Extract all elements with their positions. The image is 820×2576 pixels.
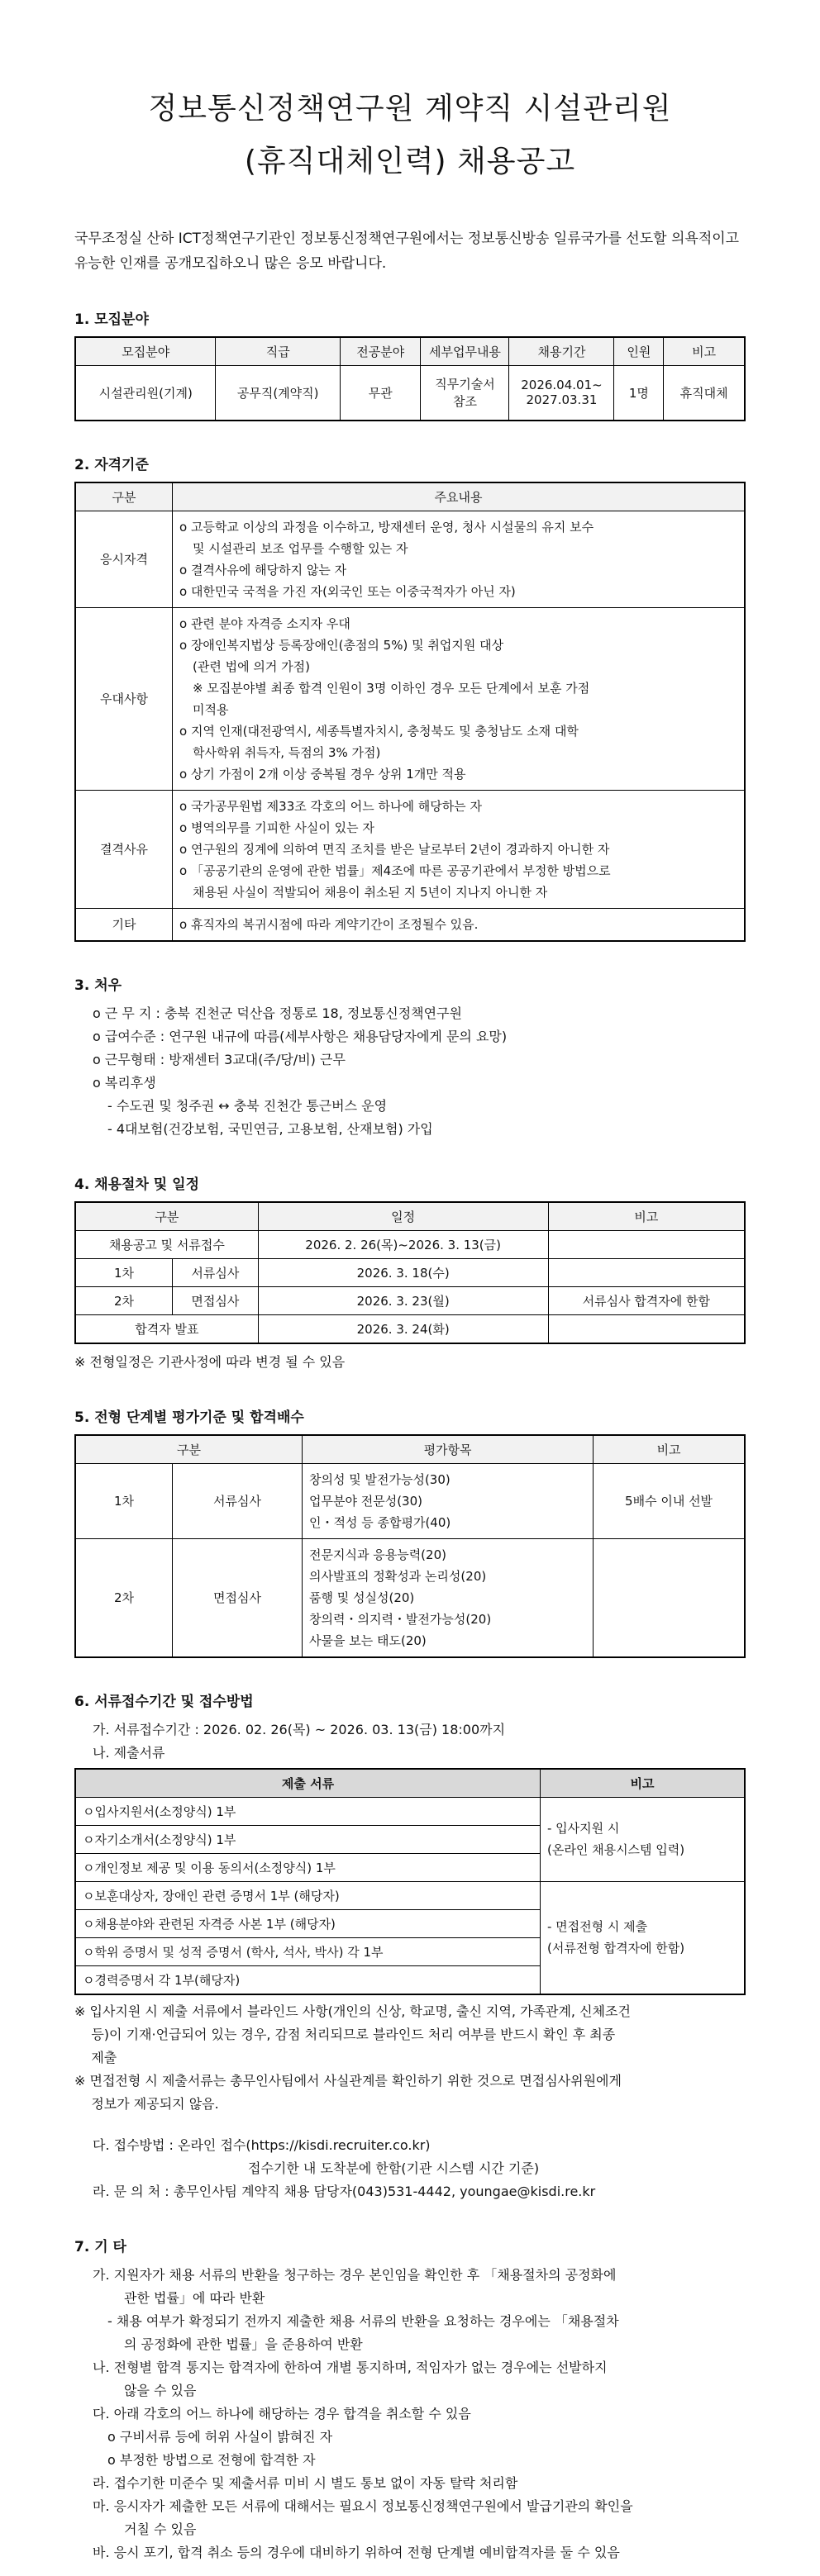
list-item: (관련 법에 의거 가점) bbox=[193, 658, 310, 674]
content-cell bbox=[173, 607, 746, 790]
table-cell: 공무직(계약직) bbox=[216, 366, 340, 421]
doc-note-text: ※ 면접전형 시 제출서류는 총무인사팀에서 사실관계를 확인하기 위한 것으로 면접심사위원에게 bbox=[74, 2072, 622, 2089]
table-cell bbox=[303, 1463, 594, 1538]
list-item: 업무분야 전문성(30) bbox=[309, 1493, 422, 1509]
doc-item: ㅇ개인정보 제공 및 이용 동의서(소정양식) 1부 bbox=[75, 1853, 541, 1881]
etc-line: 마. 응시자가 제출한 모든 서류에 대해서는 필요시 정보통신정책연구원에서 발급기관의 확인을 bbox=[93, 2498, 633, 2514]
doc-note-line: (서류전형 합격자에 한함) bbox=[547, 1941, 685, 1956]
apply-method: 다. 접수방법 : 온라인 접수(https://kisdi.recruiter.co.kr) bbox=[93, 2136, 431, 2153]
header-cell: 제출 서류 bbox=[75, 1769, 541, 1798]
table-cell: 서류심사 bbox=[173, 1258, 259, 1286]
list-item: o 병역의무를 기피한 사실이 있는 자 bbox=[179, 820, 374, 835]
table-cell: 서류심사 bbox=[173, 1463, 303, 1538]
benefit-line: o 급여수준 : 연구원 내규에 따름(세부사항은 채용담당자에게 문의 요망) bbox=[93, 1028, 508, 1044]
category-cell: 기타 bbox=[75, 908, 173, 941]
etc-list bbox=[74, 2264, 746, 2564]
table-cell: 2026. 2. 26(목)~2026. 3. 13(금) bbox=[258, 1230, 548, 1258]
content-cell bbox=[173, 511, 746, 607]
contact-line: 라. 문 의 처 : 총무인사팀 계약직 채용 담당자(043)531-4442, youngae@kisdi.re.kr bbox=[93, 2183, 596, 2199]
table-cell: 면접심사 bbox=[173, 1286, 259, 1314]
doc-note-line: - 입사지원 시 bbox=[547, 1821, 620, 1836]
table-cell: 1차 bbox=[75, 1463, 173, 1538]
doc-note-text: 제출 bbox=[74, 2049, 117, 2065]
etc-line: 가. 지원자가 채용 서류의 반환을 청구하는 경우 본인임을 확인한 후 「채용절차의 공정화에 bbox=[93, 2266, 617, 2283]
section1-heading: 1. 모집분야 bbox=[74, 311, 149, 328]
header-cell: 비고 bbox=[664, 337, 745, 366]
table-cell: 2026. 3. 23(월) bbox=[258, 1286, 548, 1314]
table-cell: 직무기술서 참조 bbox=[421, 366, 509, 421]
section7-heading: 7. 기 타 bbox=[74, 2238, 126, 2255]
table-cell: 합격자 발표 bbox=[75, 1314, 258, 1343]
doc-item: ㅇ학위 증명서 및 성적 증명서 (학사, 석사, 박사) 각 1부 bbox=[75, 1937, 541, 1965]
etc-line: 나. 전형별 합격 통지는 합격자에 한하여 개별 통지하며, 적임자가 없는 경우에는 선발하지 bbox=[93, 2359, 608, 2375]
list-item: ※ 모집분야별 최종 합격 인원이 3명 이하인 경우 모든 단계에서 보훈 가점 bbox=[193, 680, 590, 696]
schedule-table bbox=[74, 1201, 746, 1344]
table-cell bbox=[548, 1258, 745, 1286]
header-cell: 채용기간 bbox=[509, 337, 614, 366]
table-cell: 2026. 3. 24(화) bbox=[258, 1314, 548, 1343]
doc-item: ㅇ자기소개서(소정양식) 1부 bbox=[75, 1825, 541, 1853]
list-item: 의사발표의 정확성과 논리성(20) bbox=[309, 1568, 487, 1584]
benefit-line: o 근 무 지 : 충북 진천군 덕산읍 정통로 18, 정보통신정책연구원 bbox=[93, 1005, 462, 1021]
list-item: 전문지식과 응용능력(20) bbox=[309, 1547, 446, 1562]
benefit-line: o 근무형태 : 방재센터 3교대(주/당/비) 근무 bbox=[93, 1051, 346, 1067]
etc-line: 바. 응시 포기, 합격 취소 등의 경우에 대비하기 위하여 전형 단계별 예비합격자를 둘 수 있음 bbox=[93, 2544, 620, 2560]
header-cell: 비고 bbox=[594, 1435, 745, 1464]
table-cell: 휴직대체 bbox=[664, 366, 745, 421]
table-cell: 1차 bbox=[75, 1258, 173, 1286]
doc-note-text: 정보가 제공되지 않음. bbox=[74, 2095, 219, 2112]
table-cell: 2차 bbox=[75, 1286, 173, 1314]
table-cell: 채용공고 및 서류접수 bbox=[75, 1230, 258, 1258]
list-item: o 지역 인재(대전광역시, 세종특별자치시, 충청북도 및 충청남도 소재 대학 bbox=[179, 723, 579, 739]
list-item: 미적용 bbox=[193, 701, 229, 717]
list-item: o 관련 분야 자격증 소지자 우대 bbox=[179, 615, 350, 631]
table-cell: 1명 bbox=[614, 366, 664, 421]
table-cell: 2026. 3. 18(수) bbox=[258, 1258, 548, 1286]
header-cell: 직급 bbox=[216, 337, 340, 366]
doc-note-line: - 면접전형 시 제출 bbox=[547, 1919, 648, 1934]
apply-method-note: 접수기한 내 도착분에 한함(기관 시스템 시간 기준) bbox=[248, 2160, 540, 2176]
table-cell bbox=[548, 1230, 745, 1258]
table-cell: 시설관리원(기계) bbox=[75, 366, 216, 421]
category-cell: 우대사항 bbox=[75, 607, 173, 790]
doc-note bbox=[541, 1797, 746, 1881]
page-title-line1: 정보통신정책연구원 계약직 시설관리원 bbox=[148, 92, 672, 126]
table-cell: 2차 bbox=[75, 1538, 173, 1657]
table-cell: 2026.04.01~ 2027.03.31 bbox=[509, 366, 614, 421]
header-cell: 평가항목 bbox=[303, 1435, 594, 1464]
schedule-note: ※ 전형일정은 기관사정에 따라 변경 될 수 있음 bbox=[74, 1353, 346, 1370]
benefit-subline: - 수도권 및 청주권 ↔ 충북 진천간 통근버스 운영 bbox=[107, 1097, 388, 1114]
list-item: 창의력・의지력・발전가능성(20) bbox=[309, 1611, 492, 1627]
table-cell bbox=[548, 1314, 745, 1343]
list-item: o 대한민국 국적을 가진 자(외국인 또는 이중국적자가 아닌 자) bbox=[179, 583, 516, 599]
header-cell: 비고 bbox=[548, 1202, 745, 1231]
doc-item: ㅇ입사지원서(소정양식) 1부 bbox=[75, 1797, 541, 1825]
list-item: 품행 및 성실성(20) bbox=[309, 1590, 415, 1605]
header-cell: 일정 bbox=[258, 1202, 548, 1231]
etc-line: o 부정한 방법으로 전형에 합격한 자 bbox=[107, 2451, 316, 2468]
header-cell: 인원 bbox=[614, 337, 664, 366]
section6-heading: 6. 서류접수기간 및 접수방법 bbox=[74, 1693, 254, 1710]
documents-table bbox=[74, 1768, 746, 1995]
list-item: 학사학위 취득자, 득점의 3% 가점) bbox=[193, 744, 381, 760]
header-cell: 모집분야 bbox=[75, 337, 216, 366]
etc-line: 의 공정화에 관한 법률」을 준용하여 반환 bbox=[124, 2336, 363, 2352]
category-cell: 응시자격 bbox=[75, 511, 173, 607]
section3-heading: 3. 처우 bbox=[74, 977, 122, 994]
etc-line: 라. 접수기한 미준수 및 제출서류 미비 시 별도 통보 없이 자동 탈락 처리함 bbox=[93, 2474, 518, 2491]
header-cell: 구분 bbox=[75, 1435, 303, 1464]
doc-note-text: ※ 입사지원 시 제출 서류에서 블라인드 사항(개인의 신상, 학교명, 출신 지역, 가족관계, 신체조건 bbox=[74, 2003, 631, 2019]
list-item: o 고등학교 이상의 과정을 이수하고, 방재센터 운영, 청사 시설물의 유지 보수 bbox=[179, 519, 594, 535]
header-cell: 세부업무내용 bbox=[421, 337, 509, 366]
table-cell bbox=[303, 1538, 594, 1657]
header-cell: 주요내용 bbox=[173, 482, 746, 511]
list-item: 창의성 및 발전가능성(30) bbox=[309, 1471, 451, 1487]
qualification-table bbox=[74, 482, 746, 942]
etc-line: 않을 수 있음 bbox=[124, 2382, 197, 2398]
intro-paragraph: 국무조정실 산하 ICT정책연구기관인 정보통신정책연구원에서는 정보통신방송 일류국가를 선도할 의욕적이고 유능한 인재를 공개모집하오니 많은 응모 바랍니다. bbox=[74, 231, 740, 272]
etc-line: 관한 법률」에 따라 반환 bbox=[124, 2289, 265, 2306]
category-cell: 결격사유 bbox=[75, 790, 173, 908]
list-item: 및 시설관리 보조 업무를 수행할 있는 자 bbox=[193, 540, 408, 556]
doc-item: ㅇ보훈대상자, 장애인 관련 증명서 1부 (해당자) bbox=[75, 1881, 541, 1909]
section2-heading: 2. 자격기준 bbox=[74, 456, 149, 473]
etc-line: 거칠 수 있음 bbox=[124, 2521, 197, 2537]
table-cell bbox=[594, 1538, 745, 1657]
recruit-field-table bbox=[74, 336, 746, 421]
content-cell bbox=[173, 790, 746, 908]
table-cell: 면접심사 bbox=[173, 1538, 303, 1657]
list-item: o 「공공기관의 운영에 관한 법률」제4조에 따른 공공기관에서 부정한 방법으로 bbox=[179, 863, 611, 878]
doc-item: ㅇ경력증명서 각 1부(해당자) bbox=[75, 1965, 541, 1994]
etc-line: 다. 아래 각호의 어느 하나에 해당하는 경우 합격을 취소할 수 있음 bbox=[93, 2405, 471, 2422]
header-cell: 구분 bbox=[75, 482, 173, 511]
section5-heading: 5. 전형 단계별 평가기준 및 합격배수 bbox=[74, 1409, 304, 1426]
content-cell bbox=[173, 908, 746, 941]
doc-note bbox=[541, 1881, 746, 1994]
header-cell: 구분 bbox=[75, 1202, 258, 1231]
list-item: 인・적성 등 종합평가(40) bbox=[309, 1514, 451, 1530]
period-line: 가. 서류접수기간 : 2026. 02. 26(목) ~ 2026. 03. 13(금) 18:00까지 bbox=[93, 1721, 506, 1737]
etc-line: o 구비서류 등에 허위 사실이 밝혀진 자 bbox=[107, 2428, 333, 2445]
list-item: o 장애인복지법상 등록장애인(총점의 5%) 및 취업지원 대상 bbox=[179, 637, 504, 653]
table-cell: 무관 bbox=[340, 366, 421, 421]
header-cell: 전공분야 bbox=[340, 337, 421, 366]
doc-item: ㅇ채용분야와 관련된 자격증 사본 1부 (해당자) bbox=[75, 1909, 541, 1937]
list-item: o 국가공무원법 제33조 각호의 어느 하나에 해당하는 자 bbox=[179, 798, 482, 814]
list-item: o 연구원의 징계에 의하여 면직 조치를 받은 날로부터 2년이 경과하지 아니한 자 bbox=[179, 841, 610, 857]
evaluation-table bbox=[74, 1434, 746, 1658]
etc-line: - 채용 여부가 확정되기 전까지 제출한 채용 서류의 반환을 요청하는 경우에는 「채용절차 bbox=[107, 2312, 619, 2329]
table-cell: 서류심사 합격자에 한함 bbox=[548, 1286, 745, 1314]
list-item: 채용된 사실이 적발되어 채용이 취소된 지 5년이 지나지 아니한 자 bbox=[193, 884, 548, 900]
list-item: o 결격사유에 해당하지 않는 자 bbox=[179, 562, 347, 577]
list-item: o 상기 가점이 2개 이상 중복될 경우 상위 1개만 적용 bbox=[179, 766, 466, 782]
table-cell: 5배수 이내 선발 bbox=[594, 1463, 745, 1538]
doc-note-line: (온라인 채용시스템 입력) bbox=[547, 1842, 685, 1857]
doc-note-text: 등)이 기재·언급되어 있는 경우, 감점 처리되므로 블라인드 처리 여부를 반드시 확인 후 최종 bbox=[74, 2026, 616, 2042]
header-cell: 비고 bbox=[541, 1769, 746, 1798]
section4-heading: 4. 채용절차 및 일정 bbox=[74, 1176, 199, 1193]
benefit-line: o 복리후생 bbox=[93, 1074, 156, 1091]
list-item: 사물을 보는 태도(20) bbox=[309, 1633, 427, 1648]
page-title-line2: (휴직대체인력) 채용공고 bbox=[244, 145, 576, 178]
list-item: o 휴직자의 복귀시점에 따라 계약기간이 조정될수 있음. bbox=[179, 916, 479, 932]
docs-label: 나. 제출서류 bbox=[93, 1744, 165, 1761]
benefit-subline: - 4대보험(건강보험, 국민연금, 고용보험, 산재보험) 가입 bbox=[107, 1120, 433, 1137]
